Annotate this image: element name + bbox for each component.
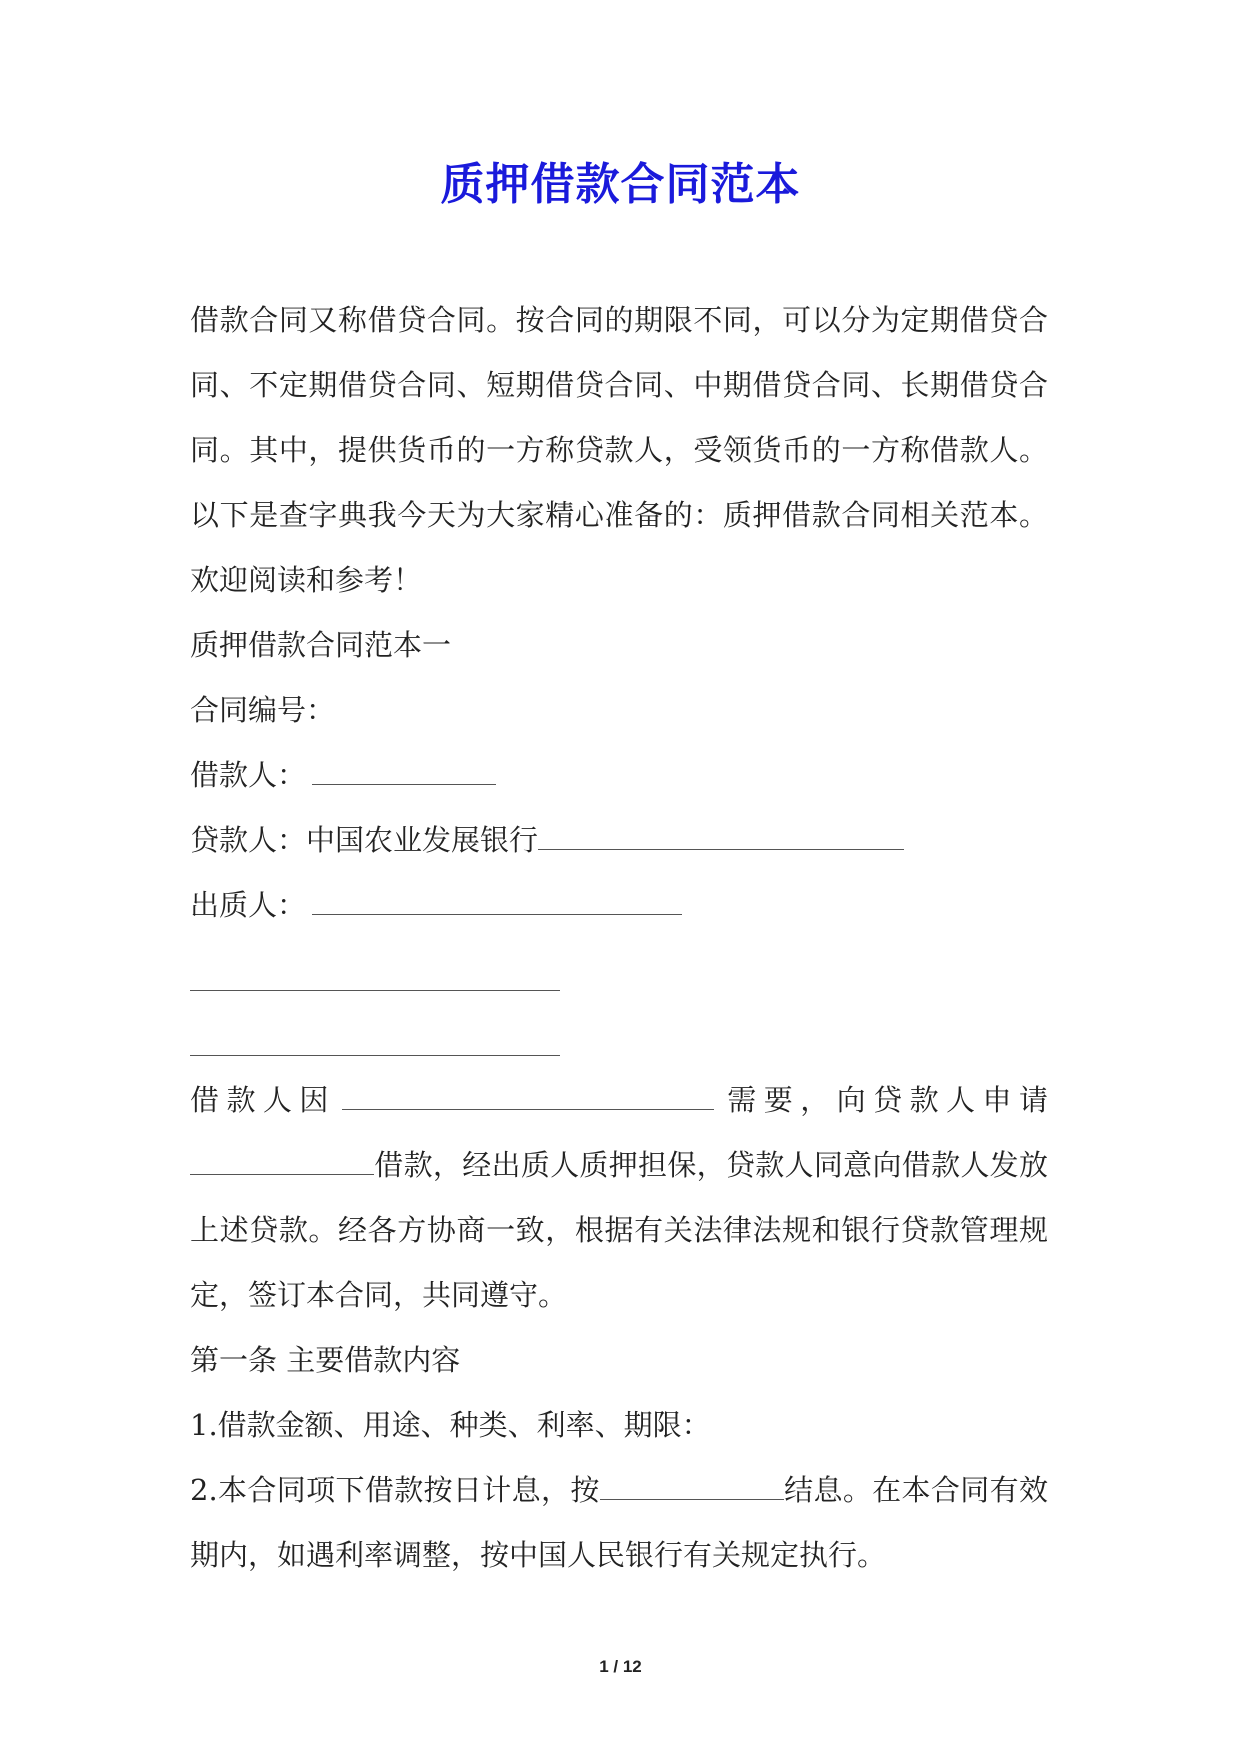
lender-label: 贷款人： [190, 823, 307, 857]
borrower-label: 借款人： [190, 758, 307, 792]
loan-amount-blank [190, 1156, 374, 1175]
signature-blank-1 [190, 972, 560, 991]
reason-start: 借款人因 [190, 1083, 336, 1117]
contract-number-line [190, 678, 1048, 743]
borrower-blank [312, 766, 496, 785]
reason-continuation: 借款，经出质人质押担保，贷款人同意向借款人发放上述贷款。经各方协商一致，根据有关法律法规和银行贷款管理规定，签订本合同，共同遵守。 [190, 1148, 1048, 1312]
item-2-end: 结息。在本合同有效期内，如遇利率调整，按中国人民银行有关规定执行。 [190, 1473, 1048, 1572]
article-1-heading: 第一条 主要借款内容 [190, 1343, 461, 1377]
page-indicator: 1 / 12 [599, 1657, 642, 1676]
contract-number-label: 合同编号： [190, 693, 336, 727]
intro-paragraph: 借款合同又称借贷合同。按合同的期限不同，可以分为定期借贷合同、不定期借贷合同、短期借贷合同、中期借贷合同、长期借贷合同。其中，提供货币的一方称贷款人，受领货币的一方称借款人。以下是查字典我今天为大家精心准备的：质押借款合同相关范本。欢迎阅读和参考！ [190, 303, 1048, 597]
pledgor-line [190, 873, 1048, 938]
reason-mid: 需要，向贷款人申请 [719, 1083, 1048, 1117]
lender-blank [538, 831, 904, 850]
pledgor-label: 出质人： [190, 888, 307, 922]
item-1: 1.借款金额、用途、种类、利率、期限： [190, 1408, 711, 1442]
reason-paragraph-first-line [190, 1068, 1048, 1133]
reason-paragraph [190, 1133, 1048, 1328]
item-2 [190, 1458, 1048, 1588]
lender-line [190, 808, 1048, 873]
lender-name: 中国农业发展银行 [306, 823, 539, 857]
pledgor-blank [312, 896, 682, 915]
signature-blank-2 [190, 1037, 560, 1056]
item-2-start: 2.本合同项下借款按日计息，按 [190, 1473, 600, 1507]
blank-line-1 [190, 938, 1048, 1003]
document-title: 质押借款合同范本 [440, 159, 801, 210]
borrower-line [190, 743, 1048, 808]
document-body [190, 288, 1048, 1588]
settlement-blank [600, 1481, 784, 1500]
section-heading: 质押借款合同范本一 [190, 628, 452, 662]
reason-blank [342, 1091, 714, 1110]
blank-line-2 [190, 1003, 1048, 1068]
